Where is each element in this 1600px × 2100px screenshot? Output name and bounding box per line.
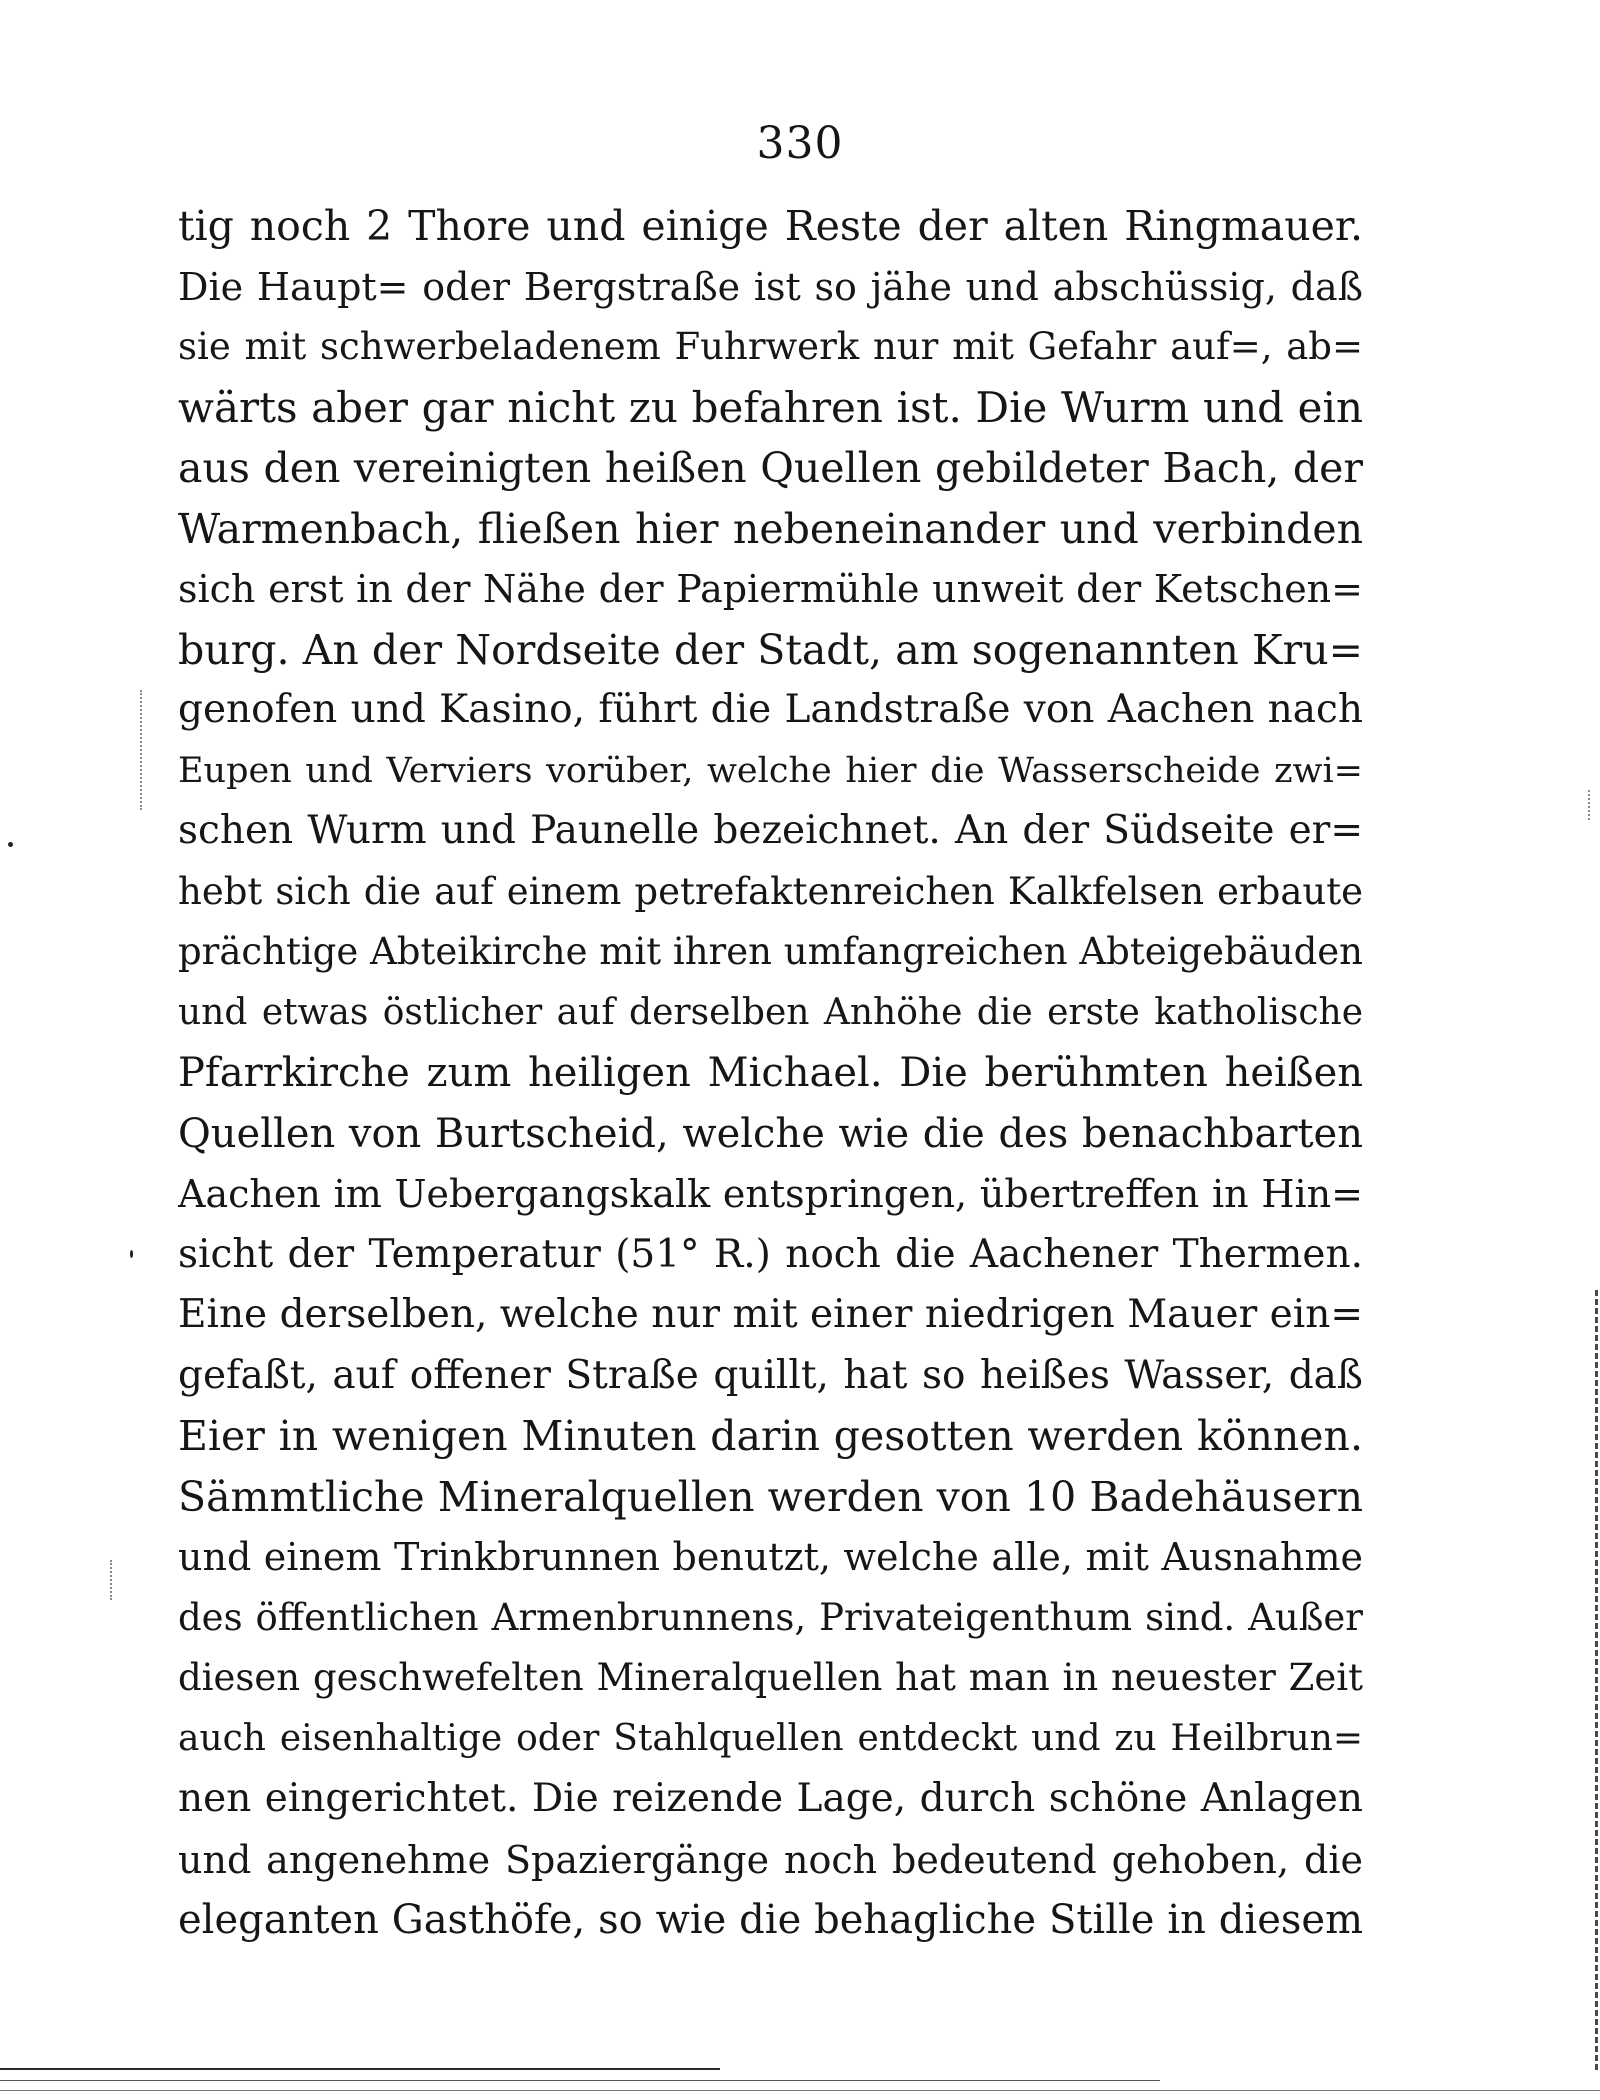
- text-line: nen eingerichtet. Die reizende Lage, durch schöne Anlagen: [178, 1776, 1363, 1821]
- text-line: und etwas östlicher auf derselben Anhöhe die erste katholische: [178, 991, 1363, 1033]
- page-number: 330: [756, 118, 844, 169]
- scan-artifact-margin-dots: [1588, 790, 1590, 820]
- text-line: gefaßt, auf offener Straße quillt, hat so heißes Wasser, daß: [178, 1352, 1363, 1398]
- text-line: Eupen und Verviers vorüber, welche hier die Wasserscheide zwi=: [178, 750, 1363, 791]
- scan-artifact-speck: [8, 842, 13, 847]
- scan-artifact-bottom-rule: [0, 2080, 1160, 2081]
- text-line: schen Wurm und Paunelle bezeichnet. An der Südseite er=: [178, 808, 1363, 853]
- scan-artifact-margin-dots: [110, 1560, 112, 1600]
- text-line: wärts aber gar nicht zu befahren ist. Die Wurm und ein: [178, 382, 1363, 432]
- scan-artifact-bottom-rule: [0, 2068, 720, 2070]
- text-line: sicht der Temperatur (51° R.) noch die Aachener Thermen.: [178, 1231, 1363, 1277]
- text-line: prächtige Abteikirche mit ihren umfangreichen Abteigebäuden: [178, 930, 1363, 973]
- text-line: und angenehme Spaziergänge noch bedeutend gehoben, die: [178, 1837, 1363, 1882]
- text-line: tig noch 2 Thore und einige Reste der alten Ringmauer.: [178, 202, 1363, 250]
- text-line: aus den vereinigten heißen Quellen gebildeter Bach, der: [178, 444, 1363, 492]
- scan-artifact-speck: [130, 1250, 133, 1258]
- text-line: eleganten Gasthöfe, so wie die behagliche Stille in diesem: [178, 1897, 1363, 1943]
- scan-artifact-bottom-rule: [0, 2090, 1600, 2091]
- text-line: diesen geschwefelten Mineralquellen hat man in neuester Zeit: [178, 1656, 1363, 1699]
- text-line: genofen und Kasino, führt die Landstraße von Aachen nach: [178, 687, 1363, 732]
- text-line: Eine derselben, welche nur mit einer niedrigen Mauer ein=: [178, 1292, 1363, 1337]
- text-line: Warmenbach, fließen hier nebeneinander und verbinden: [178, 504, 1363, 553]
- text-line: Aachen im Uebergangskalk entspringen, übertreffen in Hin=: [178, 1172, 1363, 1216]
- text-line: Eier in wenigen Minuten darin gesotten werden können.: [178, 1412, 1363, 1460]
- text-line: des öffentlichen Armenbrunnens, Privateigenthum sind. Außer: [178, 1595, 1363, 1639]
- text-line: Die Haupt= oder Bergstraße ist so jähe und abschüssig, daß: [178, 264, 1363, 309]
- text-line: sich erst in der Nähe der Papiermühle unweit der Ketschen=: [178, 567, 1363, 611]
- text-line: burg. An der Nordseite der Stadt, am sogenannten Kru=: [178, 625, 1363, 674]
- text-line: und einem Trinkbrunnen benutzt, welche alle, mit Ausnahme: [178, 1535, 1363, 1579]
- text-line: Sämmtliche Mineralquellen werden von 10 Badehäusern: [178, 1472, 1363, 1521]
- body-text: [178, 196, 1363, 1951]
- text-line: sie mit schwerbeladenem Fuhrwerk nur mit Gefahr auf=, ab=: [178, 325, 1363, 368]
- text-line: hebt sich die auf einem petrefaktenreichen Kalkfelsen erbaute: [178, 869, 1363, 913]
- text-line: auch eisenhaltige oder Stahlquellen entdeckt und zu Heilbrun=: [178, 1717, 1363, 1759]
- scan-artifact-page-edge: [1595, 1290, 1598, 2070]
- scan-artifact-margin-dots: [140, 690, 142, 810]
- text-line: Pfarrkirche zum heiligen Michael. Die berühmten heißen: [178, 1050, 1363, 1096]
- text-line: Quellen von Burtscheid, welche wie die des benachbarten: [178, 1110, 1363, 1157]
